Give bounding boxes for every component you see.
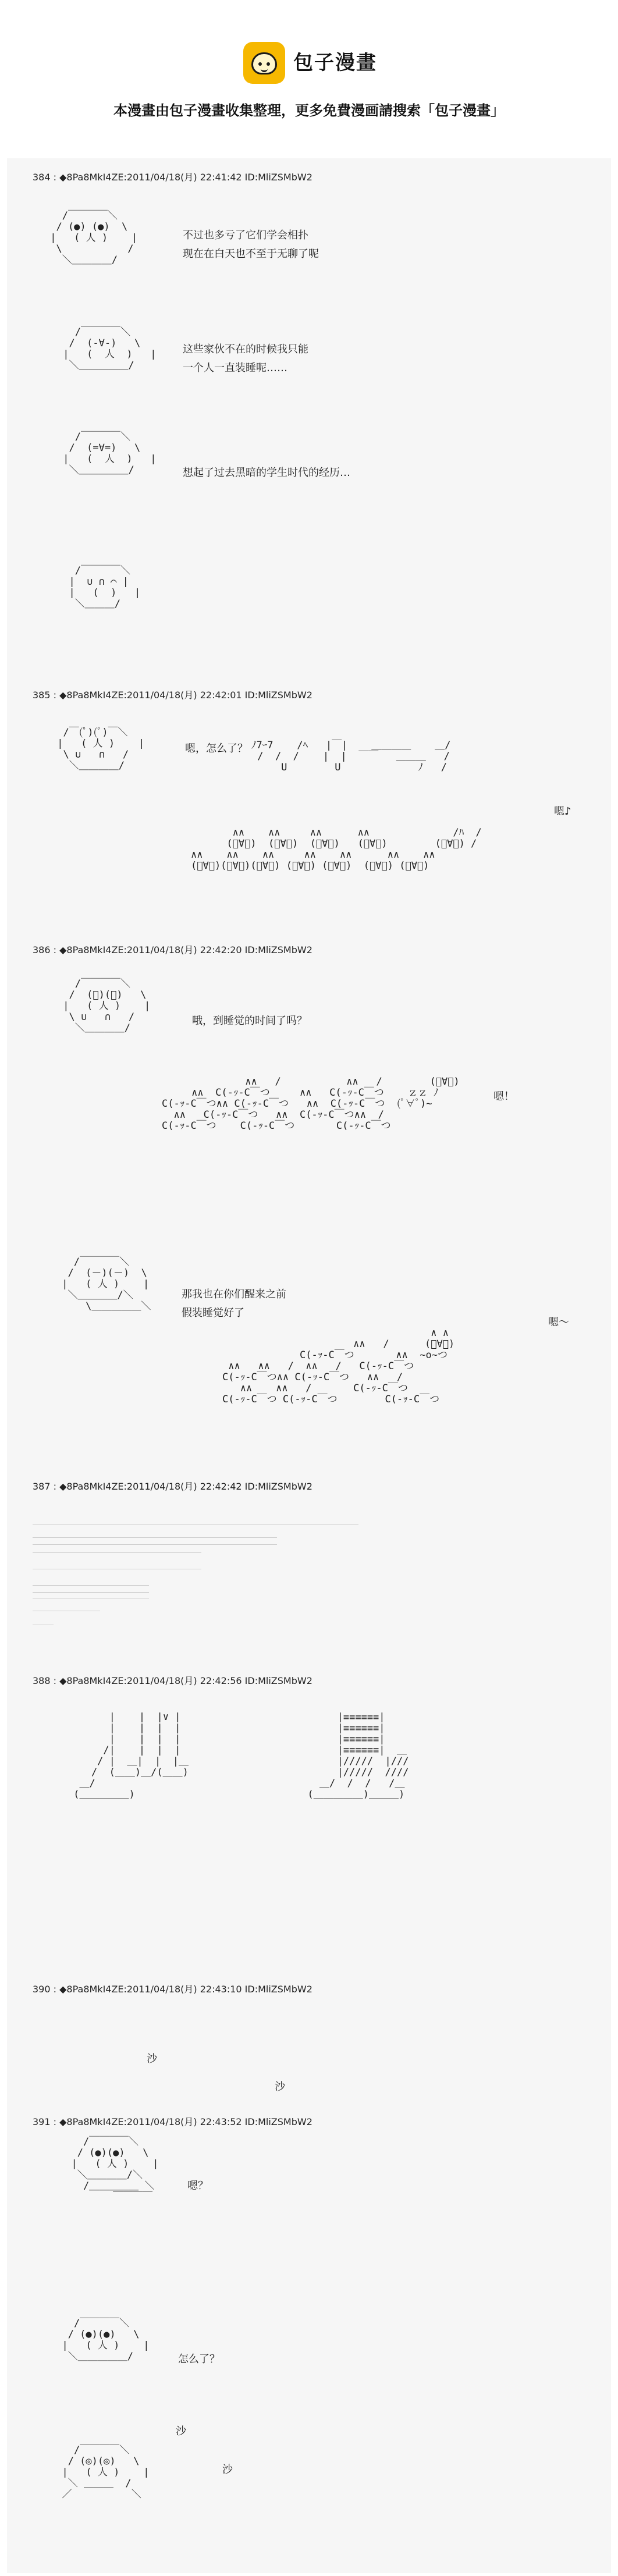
post-header: 385 : ◆8Pa8MkI4ZE:2011/04/18(月) 22:42:01 ID:MliZSMbW2 <box>33 690 312 701</box>
yukkuri-ascii-art: /￣(ﾟ)(ﾟ)￣＼ | ( 人 ) | \ ∪ ∩ / ＼＿＿＿＿/ <box>57 727 145 772</box>
dialog-line: 不过也多亏了它们学会相扑 <box>183 229 308 241</box>
yukkuri-ascii-art: /￣￣￣￣＼ / (◎)(◎) \ | ( 人 ) | ＼ ＿＿＿ / ／ ＼ <box>62 2444 150 2500</box>
dialog-line: 嗯，怎么了？ <box>185 742 248 755</box>
dialog-line: 想起了过去黑暗的学生时代的经历… <box>183 467 350 479</box>
divider-line <box>33 1544 277 1545</box>
dialog-line: 怎么了？ <box>178 2353 220 2365</box>
dialog-line: 现在在白天也不至于无聊了呢 <box>183 248 319 260</box>
sound-effect-text: 沙 <box>275 2081 285 2093</box>
sound-effect-text: 沙 <box>222 2464 233 2476</box>
yukkuri-ascii-art: /￣￣￣￣＼ / (－)(－) \ | ( 人 ) | ＼＿＿＿＿/＼ \＿＿＿＿＿＼ <box>62 1256 151 1312</box>
sleeping-yukkuri-crowd-art: ∧ ∧ ∧∧ / (ﾟ∀ﾟ) C(-ｯ-C￣つ ∧∧ ~o~つ ∧∧ ∧∧ / ∧∧ / C(-ｯ-C￣つ C(-ｯ-C￣つ∧∧ C(-ｯ-C￣つ ∧∧ / ∧∧ ∧∧ / C(-ｯ-C￣つ C(-ｯ-C￣つ C(-ｯ-C￣つ C(-ｯ-C￣つ <box>222 1327 455 1405</box>
post-header: 388 : ◆8Pa8MkI4ZE:2011/04/18(月) 22:42:56 ID:MliZSMbW2 <box>33 1675 312 1686</box>
small-yukkuri-crowd-art: ∧∧ ∧∧ ∧∧ ∧∧ /ﾊ / (ﾟ∀ﾟ) (ﾟ∀ﾟ) (ﾟ∀ﾟ) (ﾟ∀ﾟ) (ﾟ∀ﾟ) / ∧∧ ∧∧ ∧∧ ∧∧ ∧∧ ∧∧ ∧∧ (ﾟ∀ﾟ)(ﾟ∀ﾟ)(ﾟ∀ﾟ) (ﾟ∀ﾟ) (ﾟ∀ﾟ) (ﾟ∀ﾟ) (ﾟ∀ﾟ) <box>191 827 482 872</box>
divider-line <box>33 1585 149 1586</box>
dialog-line: 嗯？ <box>187 2180 208 2192</box>
divider-line <box>33 1552 201 1553</box>
dialog-line: 哦，到睡觉的时间了吗？ <box>192 1015 307 1027</box>
sound-effect-text: 沙 <box>176 2425 186 2438</box>
yukkuri-ascii-art: /￣￣￣￣＼ / (ﾟ)(ﾟ) \ | ( 人 ) | \ ∪ ∩ / ＼＿＿＿＿/ <box>63 978 151 1034</box>
post-header: 391 : ◆8Pa8MkI4ZE:2011/04/18(月) 22:43:52 ID:MliZSMbW2 <box>33 2116 312 2127</box>
sleeping-yukkuri-crowd-art: ∧∧ / ∧∧ / (ﾟ∀ﾟ) ∧∧ C(-ｯ-C￣つ ∧∧ C(-ｯ-C￣つ ｚｚ ﾉ C(-ｯ-C￣つ∧∧ C(-ｯ-C￣つ ∧∧ C(-ｯ-C￣つ (ﾟ∀ﾟ)~ ∧∧ C(-ｯ-C￣つ ∧∧ C(-ｯ-C￣つ∧∧ / C(-ｯ-C￣つ C(-ｯ-C￣つ C(-ｯ-C￣つ <box>162 1076 460 1132</box>
hanashi-ascii-text: ﾉ7ｰ7 /ﾍ |￣| ＿＿＿＿ ＿/ / / / | | ￣￣ ＿＿＿ / U U ﾉ / <box>251 740 451 773</box>
sound-effect-text: 沙 <box>147 2053 157 2065</box>
site-tagline: 本漫畫由包子漫畫收集整理，更多免費漫画請搜索「包子漫畫」 <box>113 102 505 119</box>
post-header: 386 : ◆8Pa8MkI4ZE:2011/04/18(月) 22:42:20 ID:MliZSMbW2 <box>33 944 312 955</box>
yukkuri-ascii-art: /￣￣￣￣＼ / (=∀=) \ | ( 人 ) | ＼＿＿＿＿＿/ <box>63 431 157 476</box>
dialog-line: 嗯～ <box>548 1316 569 1328</box>
yukkuri-ascii-art: /￣￣￣￣＼ / (●)(●) \ | ( 人 ) | ＼＿＿＿＿/＼ /＿＿＿＿＿ ＼ ￣￣￣￣ <box>71 2136 159 2203</box>
divider-line <box>33 1592 149 1593</box>
yukkuri-ascii-art: /￣￣￣￣＼ / (●)(●) \ | ( 人 ) | ＼＿＿＿＿＿/ <box>62 2318 150 2362</box>
yukkuri-ascii-art: /￣￣￣￣＼ | ∪ ∩ ⌒ | | ( ) | ＼＿＿＿/ <box>69 565 141 610</box>
comic-panel <box>7 158 611 2573</box>
boots-ascii-art: | | |∨ | | | | | | | | | /| | | | / | ＿| | |＿ / (＿＿)＿/(＿＿) ＿/ (＿＿＿＿＿) <box>73 1711 189 1800</box>
dialog-line: 一个人一直装睡呢…… <box>183 362 287 374</box>
divider-line <box>33 1537 277 1538</box>
dialog-line: 假装睡觉好了 <box>182 1307 244 1319</box>
bun-logo-icon[interactable] <box>243 42 285 84</box>
fringe-boots-ascii-art: |≡≡≡≡≡≡| |≡≡≡≡≡≡| |≡≡≡≡≡≡| |≡≡≡≡≡≡| ＿ |///// |/// |///// //// ＿/ / / /＿ (＿＿＿＿＿)＿＿＿) <box>307 1711 409 1800</box>
dialog-line: 嗯！ <box>493 1090 514 1103</box>
yukkuri-ascii-art: /￣￣￣￣＼ / (-∀-) \ | ( 人 ) | ＼＿＿＿＿＿/ <box>63 326 157 371</box>
yukkuri-ascii-art: /￣￣￣￣＼ / (●) (●) \ | ( 人 ) | \ / ＼＿＿＿＿/ <box>50 210 138 266</box>
dialog-line: 那我也在你们醒来之前 <box>182 1288 286 1301</box>
site-header <box>0 0 618 145</box>
site-logo-text[interactable]: 包子漫畫 <box>293 51 377 74</box>
post-header: 390 : ◆8Pa8MkI4ZE:2011/04/18(月) 22:43:10 ID:MliZSMbW2 <box>33 1984 312 1995</box>
dialog-line: 这些家伙不在的时候我只能 <box>183 343 308 356</box>
dialog-line: 嗯♪ <box>554 805 571 818</box>
post-header: 384 : ◆8Pa8MkI4ZE:2011/04/18(月) 22:41:42 ID:MliZSMbW2 <box>33 172 312 183</box>
post-header: 387 : ◆8Pa8MkI4ZE:2011/04/18(月) 22:42:42 ID:MliZSMbW2 <box>33 1481 312 1492</box>
